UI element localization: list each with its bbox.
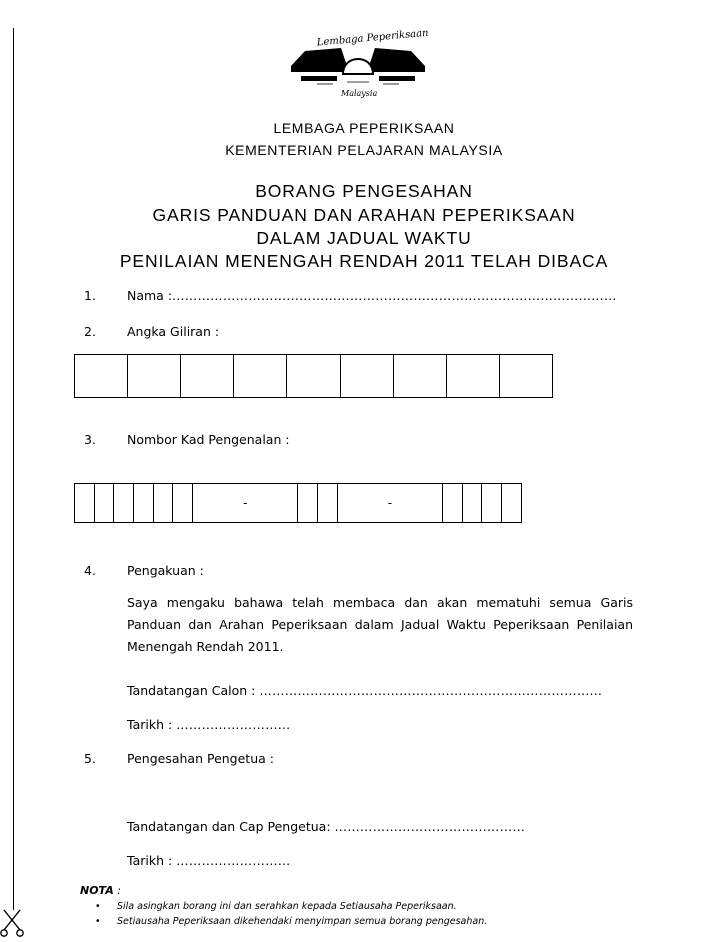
ic-separator: - bbox=[337, 484, 442, 523]
angka-giliran-boxes bbox=[74, 354, 553, 398]
scissors-icon bbox=[0, 908, 26, 938]
tarikh-calon-field[interactable] bbox=[127, 717, 290, 732]
angka-giliran-label: Angka Giliran : bbox=[127, 324, 220, 339]
ic-box[interactable] bbox=[134, 484, 154, 523]
nota-item bbox=[95, 916, 487, 927]
item-number-1: 1. bbox=[84, 288, 96, 303]
bullet-icon: • bbox=[95, 901, 101, 912]
form-title-line-2: GARIS PANDUAN DAN ARAHAN PEPERIKSAAN bbox=[152, 205, 576, 225]
cut-line bbox=[13, 28, 14, 910]
nama-dots: …………………………………………………………………………………………… bbox=[172, 288, 617, 303]
item-number-5: 5. bbox=[84, 751, 96, 766]
item-number-2: 2. bbox=[84, 324, 96, 339]
ic-box[interactable] bbox=[114, 484, 134, 523]
angka-giliran-box[interactable] bbox=[499, 355, 552, 398]
ic-box[interactable] bbox=[75, 484, 95, 523]
header-line-2: KEMENTERIAN PELAJARAN MALAYSIA bbox=[225, 142, 503, 158]
nota-item bbox=[95, 901, 457, 912]
logo-text-bottom: Malaysia bbox=[341, 89, 378, 98]
ic-box[interactable] bbox=[94, 484, 114, 523]
tarikh-pengetua-label: Tarikh : bbox=[127, 853, 173, 868]
nota-item-text: Setiausaha Peperiksaan dikehendaki menyimpan semua borang pengesahan. bbox=[117, 916, 488, 927]
nama-label: Nama : bbox=[127, 288, 173, 303]
angka-giliran-box[interactable] bbox=[287, 355, 340, 398]
ic-box[interactable] bbox=[443, 484, 463, 523]
item-number-4: 4. bbox=[84, 563, 96, 578]
item-number-3: 3. bbox=[84, 432, 96, 447]
angka-giliran-box[interactable] bbox=[128, 355, 181, 398]
logo-text-top: Lembaga Peperiksaan bbox=[316, 27, 429, 49]
tarikh-calon-label: Tarikh : bbox=[127, 717, 173, 732]
angka-giliran-box[interactable] bbox=[393, 355, 446, 398]
angka-giliran-box[interactable] bbox=[446, 355, 499, 398]
kad-pengenalan-label: Nombor Kad Pengenalan : bbox=[127, 432, 290, 447]
tandatangan-pengetua-label: Tandatangan dan Cap Pengetua: bbox=[127, 819, 331, 834]
ic-box[interactable] bbox=[482, 484, 502, 523]
ic-box[interactable] bbox=[462, 484, 482, 523]
ic-box[interactable] bbox=[173, 484, 193, 523]
ic-box[interactable] bbox=[298, 484, 318, 523]
angka-giliran-box[interactable] bbox=[340, 355, 393, 398]
nota-item-text: Sila asingkan borang ini dan serahkan kepada Setiausaha Peperiksaan. bbox=[117, 901, 457, 912]
form-title-line-4: PENILAIAN MENENGAH RENDAH 2011 TELAH DIBACA bbox=[119, 251, 609, 271]
tandatangan-pengetua-field[interactable] bbox=[127, 819, 525, 834]
ic-box[interactable] bbox=[502, 484, 522, 523]
pengesahan-label: Pengesahan Pengetua : bbox=[127, 751, 274, 766]
tandatangan-calon-field[interactable] bbox=[127, 683, 602, 698]
form-title-line-1: BORANG PENGESAHAN bbox=[255, 181, 473, 201]
ic-box[interactable] bbox=[153, 484, 173, 523]
nota-colon: : bbox=[113, 884, 121, 897]
bullet-icon: • bbox=[95, 916, 101, 927]
angka-giliran-box[interactable] bbox=[181, 355, 234, 398]
tarikh-pengetua-field[interactable] bbox=[127, 853, 290, 868]
lembaga-peperiksaan-logo bbox=[287, 26, 429, 100]
pengakuan-text: Saya mengaku bahawa telah membaca dan akan mematuhi semua Garis Panduan dan Arahan Peperiksaan dalam Jadual Waktu Peperiksaan Penilaian Menengah Rendah 2011. bbox=[127, 595, 633, 654]
tarikh-calon-dots: ……………………... bbox=[176, 717, 291, 732]
ic-separator: - bbox=[193, 484, 298, 523]
nota-heading-text: NOTA bbox=[80, 884, 114, 897]
angka-giliran-box[interactable] bbox=[234, 355, 287, 398]
tandatangan-calon-label: Tandatangan Calon : bbox=[127, 683, 256, 698]
kad-pengenalan-boxes bbox=[74, 483, 522, 523]
ic-box[interactable] bbox=[318, 484, 338, 523]
nota-heading bbox=[80, 884, 121, 897]
tarikh-pengetua-dots: ……………………… bbox=[176, 853, 291, 868]
angka-giliran-box[interactable] bbox=[75, 355, 128, 398]
form-title-line-3: DALAM JADUAL WAKTU bbox=[256, 228, 472, 248]
nama-field[interactable] bbox=[127, 288, 617, 303]
pengakuan-label: Pengakuan : bbox=[127, 563, 204, 578]
tandatangan-calon-dots: ……………………………………………………………………... bbox=[259, 683, 603, 698]
header-line-1: LEMBAGA PEPERIKSAAN bbox=[273, 120, 455, 136]
tandatangan-pengetua-dots: ……………………………………… bbox=[334, 819, 526, 834]
